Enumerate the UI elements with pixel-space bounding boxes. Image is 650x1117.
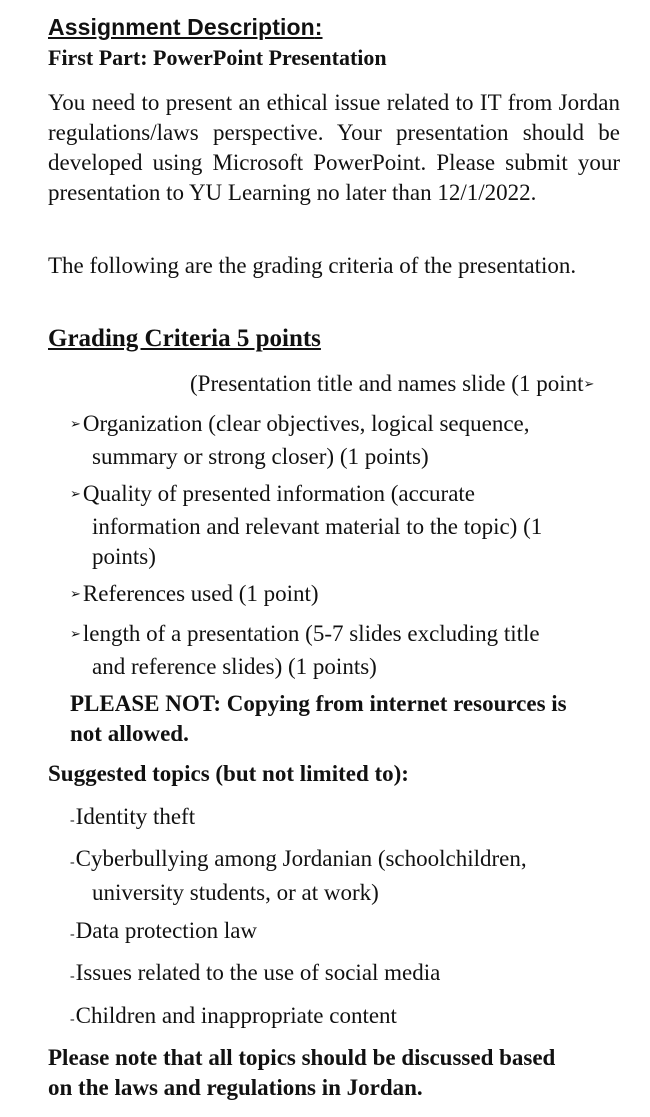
arrow-bullet-icon: ➢ (70, 626, 81, 641)
topic-text-line2: university students, or at work) (92, 880, 379, 905)
criterion-item-organization (70, 409, 610, 472)
assignment-heading-colon: : (314, 14, 323, 40)
topic-item-children-content (70, 1001, 397, 1035)
criterion-item-references (70, 579, 610, 612)
copying-notice (70, 689, 630, 749)
intro-paragraph: You need to present an ethical issue related to IT from Jordan regulations/laws perspective. Your presentation should be developed using Microsoft PowerPoint. Please submit your presentation to YU Learning no later than 12/1/2022. (48, 90, 620, 205)
suggested-topics-title: Suggested topics (but not limited to): (48, 761, 409, 786)
arrow-bullet-icon: ➢ (70, 486, 81, 501)
criterion-text-line1: References used (1 point) (82, 581, 319, 606)
notice-line2: not allowed. (70, 721, 189, 746)
topic-text-line1: Cyberbullying among Jordanian (schoolchildren, (75, 846, 527, 871)
assignment-heading-text: Assignment Description (48, 14, 315, 40)
dash-bullet-icon: - (70, 855, 75, 870)
criterion-text-line2: and reference slides) (1 points) (92, 654, 377, 679)
topic-text: Issues related to the use of social media (75, 960, 441, 985)
criterion-text-line2: information and relevant material to the topic) (1 (92, 514, 543, 539)
notice-line1: PLEASE NOT: Copying from internet resources is (70, 691, 567, 716)
topic-item-social-media (70, 958, 440, 992)
topic-text: Identity theft (75, 804, 196, 829)
criterion-text-line3: points) (92, 544, 156, 569)
criteria-intro-paragraph: The following are the grading criteria of the presentation. (48, 253, 577, 278)
criterion-item-quality (70, 479, 615, 572)
criterion-text-line1: length of a presentation (5-7 slides excluding title (82, 621, 540, 646)
criterion-item-title-slide (190, 369, 596, 402)
criterion-text: (Presentation title and names slide (1 point (190, 371, 584, 396)
dash-bullet-icon: - (70, 1012, 75, 1027)
arrow-bullet-icon: ➢ (70, 416, 81, 431)
criterion-text-line1: Organization (clear objectives, logical sequence, (82, 411, 530, 436)
criterion-item-length (70, 619, 615, 682)
topic-item-identity-theft (70, 802, 195, 836)
topic-text: Data protection law (75, 918, 258, 943)
arrow-bullet-icon: ➢ (583, 376, 595, 391)
final-note-line1: Please note that all topics should be discussed based (48, 1045, 556, 1070)
topic-item-cyberbullying (70, 844, 615, 908)
topic-text: Children and inappropriate content (75, 1003, 397, 1028)
topic-item-data-protection (70, 916, 257, 950)
final-note (48, 1043, 628, 1103)
arrow-bullet-icon: ➢ (70, 586, 81, 601)
dash-bullet-icon: - (70, 813, 75, 828)
final-note-line2: on the laws and regulations in Jordan. (48, 1075, 423, 1100)
criterion-text-line2: summary or strong closer) (1 points) (92, 444, 429, 469)
grading-criteria-title: Grading Criteria 5 points (48, 325, 321, 352)
dash-bullet-icon: - (70, 927, 75, 942)
dash-bullet-icon: - (70, 969, 75, 984)
part-subheading: First Part: PowerPoint Presentation (48, 45, 387, 70)
criterion-text-line1: Quality of presented information (accurate (82, 481, 476, 506)
assignment-heading (48, 14, 323, 41)
